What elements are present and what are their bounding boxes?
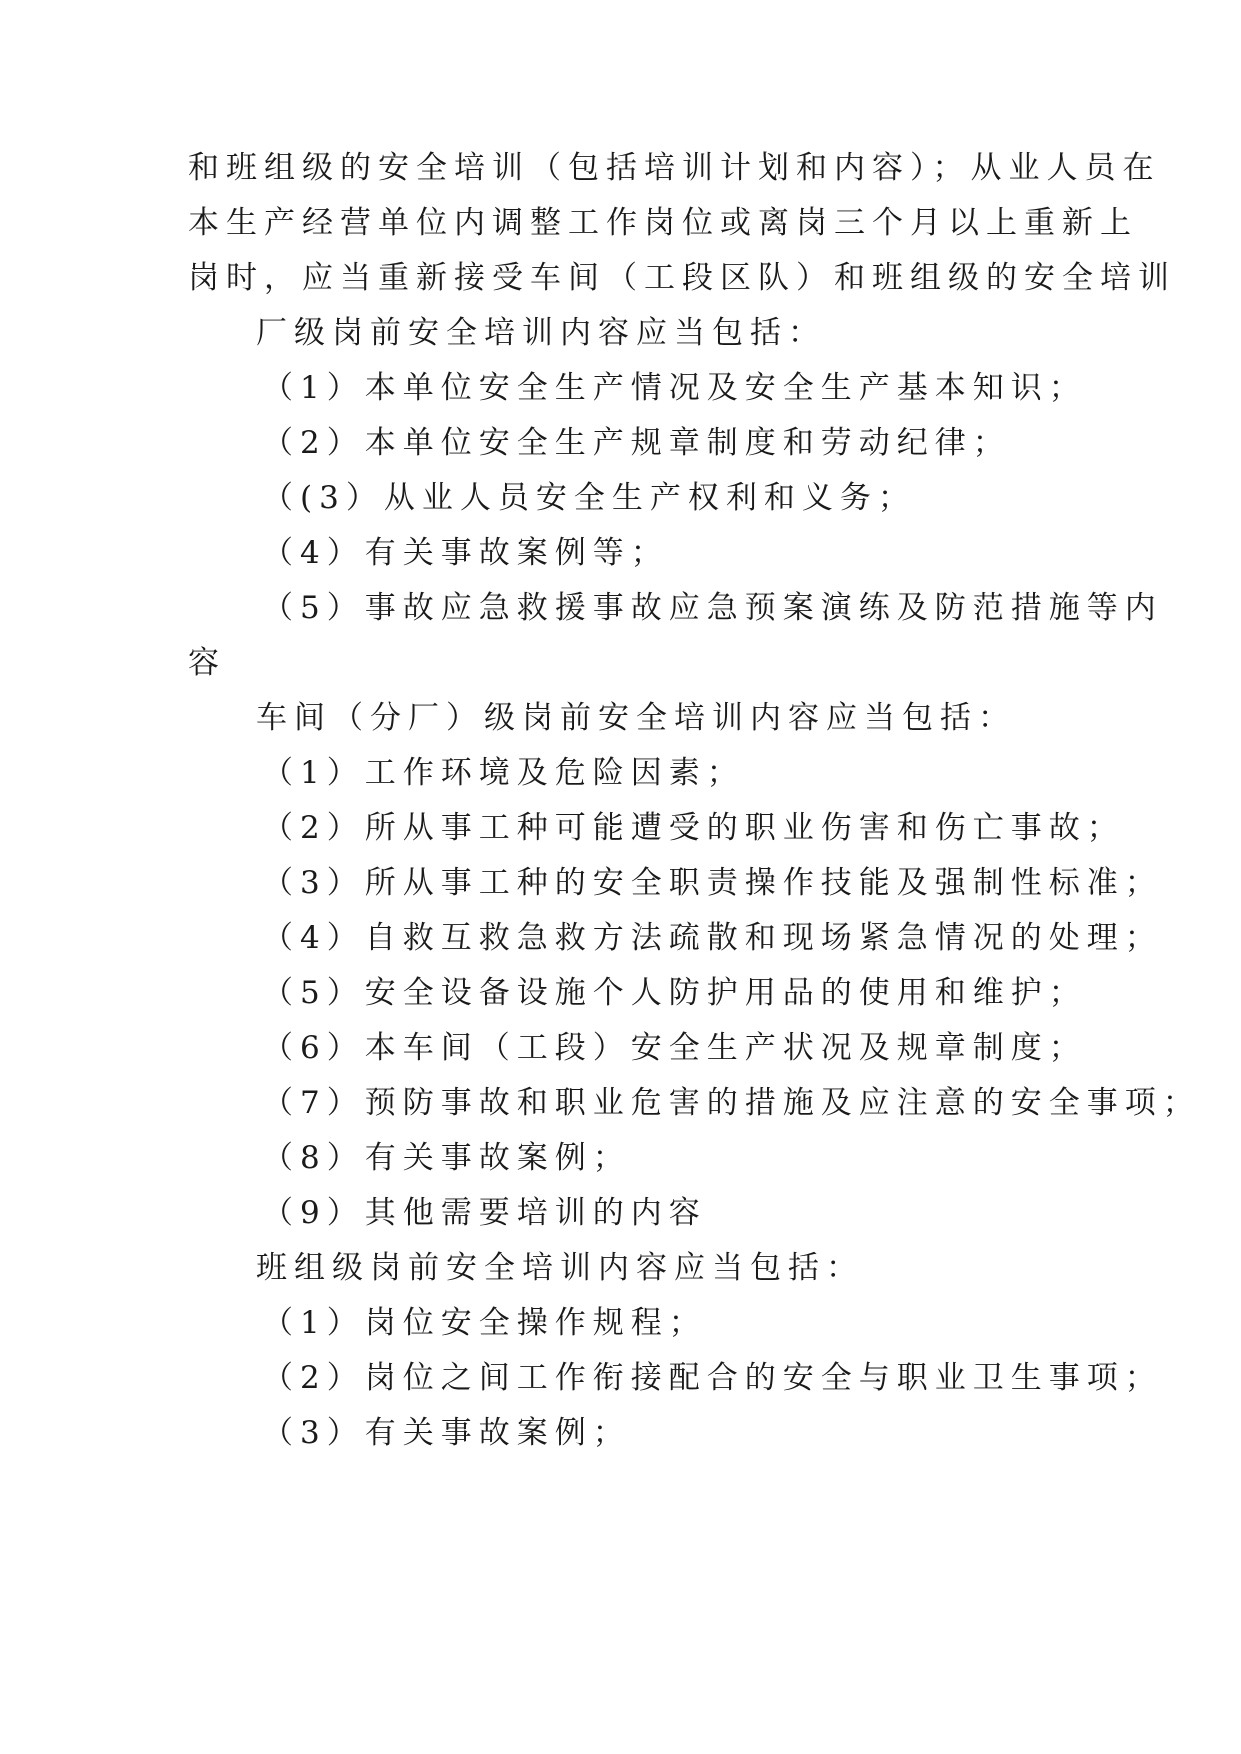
workshop-item-6: （6）本车间（工段）安全生产状况及规章制度；: [262, 1030, 1087, 1066]
workshop-item-8: （8）有关事故案例；: [262, 1140, 631, 1176]
factory-item-4: （4）有关事故案例等；: [262, 535, 669, 571]
factory-heading: 厂级岗前安全培训内容应当包括：: [256, 315, 826, 351]
factory-item-5: （5）事故应急救援事故应急预案演练及防范措施等内: [262, 590, 1163, 626]
team-item-3: （3）有关事故案例；: [262, 1415, 631, 1451]
team-item-1: （1）岗位安全操作规程；: [262, 1305, 707, 1341]
workshop-item-2: （2）所从事工种可能遭受的职业伤害和伤亡事故；: [262, 810, 1125, 846]
factory-item-5-continued: 容: [188, 645, 226, 681]
workshop-item-1: （1）工作环境及危险因素；: [262, 755, 745, 791]
workshop-heading: 车间（分厂）级岗前安全培训内容应当包括：: [256, 700, 1016, 736]
factory-item-1: （1）本单位安全生产情况及安全生产基本知识；: [262, 370, 1087, 406]
team-heading: 班组级岗前安全培训内容应当包括：: [256, 1250, 864, 1286]
intro-line-1: 和班组级的安全培训（包括培训计划和内容）；从业人员在: [188, 150, 1161, 186]
intro-line-3: 岗时，应当重新接受车间（工段区队）和班组级的安全培训: [188, 260, 1176, 296]
intro-line-2: 本生产经营单位内调整工作岗位或离岗三个月以上重新上: [188, 205, 1138, 241]
workshop-item-9: （9）其他需要培训的内容: [262, 1195, 707, 1231]
workshop-item-7: （7）预防事故和职业危害的措施及应注意的安全事项；: [262, 1085, 1201, 1121]
factory-item-3: （(3）从业人员安全生产权利和义务；: [262, 480, 916, 516]
workshop-item-4: （4）自救互救急救方法疏散和现场紧急情况的处理；: [262, 920, 1163, 956]
workshop-item-5: （5）安全设备设施个人防护用品的使用和维护；: [262, 975, 1087, 1011]
team-item-2: （2）岗位之间工作衔接配合的安全与职业卫生事项；: [262, 1360, 1163, 1396]
factory-item-2: （2）本单位安全生产规章制度和劳动纪律；: [262, 425, 1011, 461]
workshop-item-3: （3）所从事工种的安全职责操作技能及强制性标准；: [262, 865, 1163, 901]
